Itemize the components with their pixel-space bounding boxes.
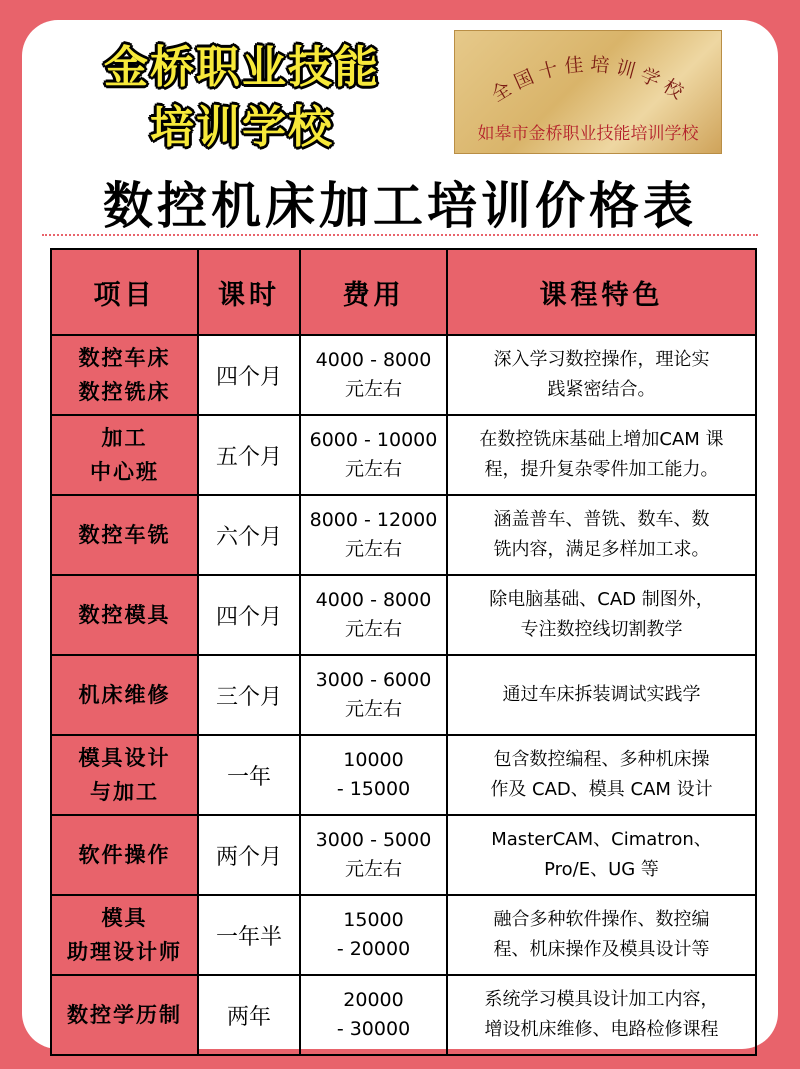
cell-fee-line: 元左右 (344, 538, 402, 560)
cell-fee-line: 4000 - 8000 (315, 589, 432, 611)
table-row (51, 895, 756, 975)
cell-fee-line: 8000 - 12000 (309, 509, 438, 531)
table-row (51, 815, 756, 895)
header-hours: 课时 (198, 249, 300, 335)
cell-hours: 三个月 (198, 655, 300, 735)
table-row (51, 655, 756, 735)
cell-fee-line: 4000 - 8000 (315, 349, 432, 371)
cell-hours: 两年 (198, 975, 300, 1055)
cell-features-line: 包含数控编程、多种机床操 (493, 749, 710, 770)
cell-fee (300, 895, 447, 975)
price-table (50, 248, 757, 1056)
cell-features-line: 在数控铣床基础上增加CAM 课 (479, 429, 724, 450)
cell-features (447, 495, 756, 575)
cell-features-line: 践紧密结合。 (547, 379, 656, 400)
table-row (51, 735, 756, 815)
cell-fee (300, 495, 447, 575)
cell-item-line: 与加工 (90, 780, 159, 804)
cell-item (51, 415, 198, 495)
header-fee: 费用 (300, 249, 447, 335)
cell-fee (300, 335, 447, 415)
header-features: 课程特色 (447, 249, 756, 335)
cell-fee-line: 3000 - 5000 (315, 829, 432, 851)
cell-fee-line: - 15000 (336, 778, 411, 800)
cell-item (51, 735, 198, 815)
cell-item-line: 数控车床 (78, 346, 171, 370)
cell-features (447, 655, 756, 735)
cell-item-line: 模具设计 (78, 746, 171, 770)
table-row (51, 575, 756, 655)
cell-features (447, 815, 756, 895)
cell-fee-line: 元左右 (344, 378, 402, 400)
cell-features-line: 铣内容，满足多样加工求。 (493, 539, 710, 560)
school-name-line2: 培训学校 (150, 102, 334, 153)
cell-item (51, 895, 198, 975)
cell-item-line: 模具 (101, 906, 148, 930)
cell-item-line: 数控车铣 (78, 523, 171, 547)
table-row (51, 335, 756, 415)
table-row (51, 495, 756, 575)
cell-fee (300, 655, 447, 735)
cell-fee-line: - 20000 (336, 938, 411, 960)
cell-hours: 四个月 (198, 335, 300, 415)
cell-fee-line: 6000 - 10000 (309, 429, 438, 451)
cell-fee-line: 元左右 (344, 458, 402, 480)
cell-features-line: Pro/E、UG 等 (544, 859, 659, 880)
cell-features (447, 335, 756, 415)
cell-item (51, 975, 198, 1055)
cell-fee-line: 3000 - 6000 (315, 669, 432, 691)
cell-features (447, 575, 756, 655)
cell-fee-line: - 30000 (336, 1018, 411, 1040)
cell-item-line: 数控学历制 (67, 1003, 182, 1027)
cell-features-line: 融合多种软件操作、数控编 (493, 909, 710, 930)
award-plaque (454, 30, 722, 154)
cell-hours: 两个月 (198, 815, 300, 895)
dotted-divider (42, 234, 758, 236)
cell-item-line: 软件操作 (78, 843, 171, 867)
table-row (51, 415, 756, 495)
cell-features (447, 735, 756, 815)
school-name-line1: 金桥职业技能 (104, 42, 380, 93)
cell-item-line: 加工 (101, 426, 148, 450)
cell-features-line: 深入学习数控操作，理论实 (493, 349, 710, 370)
cell-fee-line: 20000 (343, 989, 404, 1011)
page-title: 数控机床加工培训价格表 (103, 177, 697, 235)
cell-fee-line: 10000 (343, 749, 404, 771)
table-header-row (51, 249, 756, 335)
cell-features-line: 系统学习模具设计加工内容， (484, 989, 719, 1010)
school-name (82, 38, 402, 158)
cell-fee (300, 415, 447, 495)
cell-fee-line: 元左右 (344, 618, 402, 640)
cell-fee (300, 975, 447, 1055)
cell-fee (300, 575, 447, 655)
cell-features-line: 专注数控线切割教学 (520, 619, 683, 640)
cell-fee-line: 元左右 (344, 698, 402, 720)
cell-features-line: MasterCAM、Cimatron、 (491, 829, 712, 850)
cell-hours: 四个月 (198, 575, 300, 655)
cell-item (51, 495, 198, 575)
cell-hours: 一年半 (198, 895, 300, 975)
price-card (22, 20, 778, 1049)
cell-item-line: 机床维修 (78, 683, 171, 707)
cell-item-line: 中心班 (90, 460, 159, 484)
cell-features (447, 975, 756, 1055)
cell-item-line: 数控铣床 (78, 380, 171, 404)
plaque-arc-text: 全国十佳培训学校 (487, 53, 693, 107)
cell-features (447, 895, 756, 975)
cell-features (447, 415, 756, 495)
cell-features-line: 通过车床拆装调试实践学 (502, 684, 701, 705)
cell-hours: 六个月 (198, 495, 300, 575)
plaque-subtitle: 如皋市金桥职业技能培训学校 (477, 124, 699, 144)
header-item: 项目 (51, 249, 198, 335)
cell-fee-line: 元左右 (344, 858, 402, 880)
cell-hours: 五个月 (198, 415, 300, 495)
cell-hours: 一年 (198, 735, 300, 815)
cell-features-line: 程、机床操作及模具设计等 (493, 939, 710, 960)
cell-item-line: 数控模具 (78, 603, 171, 627)
cell-features-line: 增设机床维修、电路检修课程 (484, 1019, 719, 1040)
cell-features-line: 涵盖普车、普铣、数车、数 (493, 509, 710, 530)
cell-item (51, 815, 198, 895)
cell-features-line: 除电脑基础、CAD 制图外， (489, 589, 714, 610)
cell-item (51, 335, 198, 415)
cell-features-line: 程，提升复杂零件加工能力。 (484, 459, 719, 480)
table-row (51, 975, 756, 1055)
cell-fee (300, 815, 447, 895)
svg-text:全国十佳培训学校 (488, 53, 693, 106)
cell-features-line: 作及 CAD、模具 CAM 设计 (490, 779, 713, 800)
cell-fee (300, 735, 447, 815)
cell-item (51, 655, 198, 735)
cell-item-line: 助理设计师 (67, 940, 182, 964)
cell-item (51, 575, 198, 655)
cell-fee-line: 15000 (343, 909, 404, 931)
